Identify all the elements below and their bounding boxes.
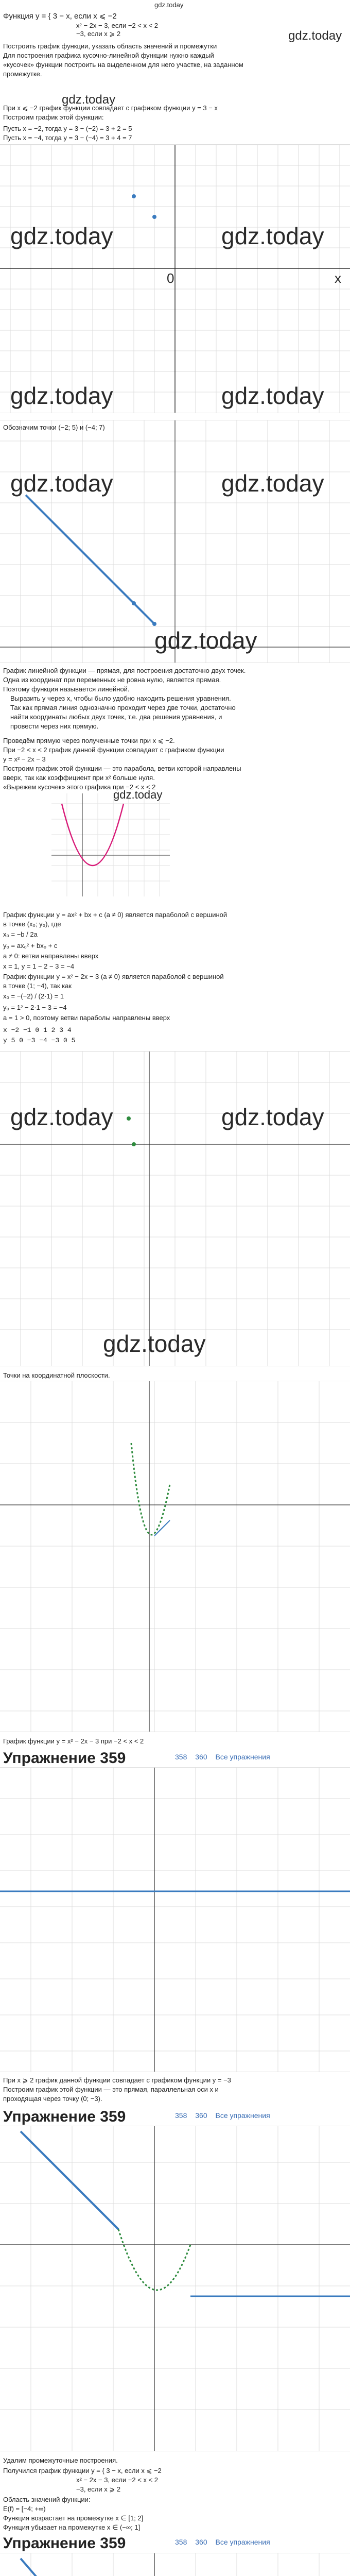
x-axis-label: x bbox=[335, 270, 341, 286]
note: Область значений функции: bbox=[3, 2496, 91, 2503]
note: в точке (1; −4), так как bbox=[3, 982, 72, 990]
point-minus4-7 bbox=[152, 215, 156, 219]
line-piece bbox=[21, 2131, 118, 2229]
exercise-title: Упражнение 359 bbox=[3, 1750, 126, 1767]
note: проходящая через точку (0; −3). bbox=[3, 2095, 102, 2103]
note: Построим график этой функции — это прямая, параллельная оси x и bbox=[3, 2086, 219, 2093]
prev-exercise-link[interactable]: 358 bbox=[175, 2538, 187, 2546]
point bbox=[127, 1116, 131, 1121]
note: провести через них прямую. bbox=[10, 722, 99, 730]
note: При −2 < x < 2 график данной функции совпадает с графиком функции bbox=[3, 746, 224, 754]
intro-paragraph: «кусочек» функции построить на выделенном для него участке, на заданном bbox=[3, 61, 243, 69]
coordinate-grid bbox=[0, 145, 350, 413]
coordinate-grid bbox=[0, 2126, 350, 2451]
point-minus2-5 bbox=[132, 194, 136, 198]
origin-label: 0 bbox=[167, 270, 174, 286]
note: Проведём прямую через полученные точки при x ⩽ −2. bbox=[3, 737, 175, 744]
graph-parabola-small bbox=[51, 788, 170, 896]
formula: x₀ = −(−2) / (2·1) = 1 bbox=[3, 992, 64, 1000]
all-exercises-link[interactable]: Все упражнения bbox=[215, 1753, 270, 1761]
line-piece bbox=[21, 2558, 118, 2576]
watermark: gdz.today bbox=[113, 788, 163, 801]
intro-paragraph: Для построения графика кусочно-линейной функции нужно каждый bbox=[3, 52, 214, 59]
prev-exercise-link[interactable]: 358 bbox=[175, 1753, 187, 1761]
watermark: gdz.today bbox=[221, 223, 324, 249]
next-exercise-link[interactable]: 360 bbox=[195, 2111, 207, 2120]
value-table-x: x −2 −1 0 1 2 3 4 bbox=[3, 1026, 72, 1034]
value-table-y: y 5 0 −3 −4 −3 0 5 bbox=[3, 1037, 76, 1044]
note: в точке (x₀; y₀), где bbox=[3, 920, 61, 928]
graph-combined bbox=[0, 2126, 350, 2451]
graph-parabola-dotted bbox=[0, 1381, 350, 1732]
all-exercises-link[interactable]: Все упражнения bbox=[215, 2111, 270, 2120]
note: Удалим промежуточные построения. bbox=[3, 2456, 118, 2464]
graph-caption: График функции y = x² − 2x − 3 при −2 < x < 2 bbox=[3, 1737, 144, 1745]
parabola-dotted-curve bbox=[131, 1443, 170, 1535]
next-exercise-link[interactable]: 360 bbox=[195, 1753, 207, 1761]
note: Выразить у через x, чтобы было удобно находить решения уравнения. bbox=[10, 694, 231, 702]
function-line-3: −3, если x ⩾ 2 bbox=[76, 30, 121, 38]
watermark: gdz.today bbox=[10, 382, 113, 409]
note: найти координаты любых двух точек, т.е. два решения уравнения, и bbox=[10, 713, 222, 721]
exercise-pager bbox=[175, 2538, 276, 2546]
watermark: gdz.today bbox=[154, 627, 257, 654]
watermark: gdz.today bbox=[10, 1104, 113, 1130]
watermark: gdz.today bbox=[103, 1330, 206, 1357]
watermark: gdz.today bbox=[221, 382, 324, 409]
note: a ≠ 0: ветви направлены вверх bbox=[3, 952, 99, 960]
watermark: gdz.today bbox=[221, 1104, 324, 1130]
watermark: gdz.today bbox=[62, 93, 116, 107]
note: «Вырежем кусочек» этого графика при −2 < x < 2 bbox=[3, 783, 156, 791]
note: График функции y = ax² + bx + c (a ≠ 0) является параболой с вершиной bbox=[3, 911, 227, 919]
point bbox=[152, 622, 156, 626]
note: Точки на координатной плоскости. bbox=[3, 1371, 110, 1379]
intro-paragraph: Построим график этой функции: bbox=[3, 113, 104, 121]
all-exercises-link[interactable]: Все упражнения bbox=[215, 2538, 270, 2546]
note: При x ⩾ 2 график данной функции совпадает с графиком функции y = −3 bbox=[3, 2076, 231, 2084]
note: Обозначим точки (−2; 5) и (−4; 7) bbox=[3, 423, 105, 431]
exercise-title: Упражнение 359 bbox=[3, 2535, 126, 2552]
site-header-watermark: gdz.today bbox=[154, 1, 184, 9]
table-row: Пусть x = −2, тогда y = 3 − (−2) = 3 + 2 = 5 bbox=[3, 125, 132, 132]
function-line-1: Функция y = { 3 − x, если x ⩽ −2 bbox=[3, 12, 117, 21]
note: Поэтому функция называется линейной. bbox=[3, 685, 130, 693]
point bbox=[132, 1142, 136, 1146]
note: Функция возрастает на промежутке x ∈ [1; 2] bbox=[3, 2514, 144, 2522]
coordinate-grid bbox=[0, 1381, 350, 1732]
connector bbox=[154, 1520, 170, 1536]
note: Функция убывает на промежутке x ∈ (−∞; 1] bbox=[3, 2523, 141, 2531]
watermark: gdz.today bbox=[10, 470, 113, 497]
point bbox=[132, 601, 136, 605]
note: График линейной функции — прямая, для построения достаточно двух точек. bbox=[3, 667, 246, 674]
graph-line-piece bbox=[0, 420, 350, 663]
note: вверх, так как коэффициент при x² больше нуля. bbox=[3, 774, 155, 782]
graph-parabola-points bbox=[0, 1051, 350, 1366]
note: x² − 2x − 3, если −2 < x < 2 bbox=[76, 2476, 159, 2484]
function-line-2: x² − 2x − 3, если −2 < x < 2 bbox=[76, 22, 159, 29]
intro-paragraph: При x ⩽ −2 график функции совпадает с графиком функции y = 3 − x bbox=[3, 104, 218, 112]
function-definition bbox=[3, 11, 117, 22]
formula: x₀ = −b / 2a bbox=[3, 930, 38, 938]
coordinate-grid bbox=[0, 1768, 350, 2072]
exercise-title: Упражнение 359 bbox=[3, 2108, 126, 2125]
note: E(f) = [−4; +∞) bbox=[3, 2505, 46, 2513]
graph-horizontal-line bbox=[0, 1767, 350, 2072]
graph-final bbox=[0, 2553, 350, 2576]
watermark: gdz.today bbox=[10, 223, 113, 249]
note: y = x² − 2x − 3 bbox=[3, 755, 46, 763]
coordinate-grid bbox=[51, 793, 170, 896]
watermark: gdz.today bbox=[221, 470, 324, 497]
exercise-pager bbox=[175, 1753, 276, 1761]
table-row: Пусть x = −4, тогда y = 3 − (−4) = 3 + 4 = 7 bbox=[3, 134, 132, 142]
note: Получился график функции y = { 3 − x, если x ⩽ −2 bbox=[3, 2467, 162, 2475]
coordinate-grid bbox=[0, 2553, 350, 2576]
note: Так как прямая линия однозначно проходит через две точки, достаточно bbox=[10, 704, 236, 711]
prev-exercise-link[interactable]: 358 bbox=[175, 2111, 187, 2120]
note: a = 1 > 0, поэтому ветви параболы направлены вверх bbox=[3, 1014, 170, 1022]
watermark: gdz.today bbox=[288, 29, 342, 43]
note: −3, если x ⩾ 2 bbox=[76, 2485, 121, 2493]
coordinate-grid bbox=[0, 1052, 350, 1366]
graph-points bbox=[0, 144, 350, 413]
note: Построим график этой функции — это парабола, ветви которой направлены bbox=[3, 765, 241, 772]
exercise-pager bbox=[175, 2111, 276, 2120]
formula: y₀ = 1² − 2·1 − 3 = −4 bbox=[3, 1004, 67, 1011]
note: Одна из координат при переменных не ровна нулю, является прямая. bbox=[3, 676, 221, 684]
intro-paragraph: промежутке. bbox=[3, 70, 42, 78]
next-exercise-link[interactable]: 360 bbox=[195, 2538, 207, 2546]
intro-paragraph: Построить график функции, указать область значений и промежутки bbox=[3, 42, 217, 50]
note: График функции y = x² − 2x − 3 (a ≠ 0) является параболой с вершиной bbox=[3, 973, 224, 980]
formula: y₀ = ax₀² + bx₀ + c bbox=[3, 942, 58, 950]
note: x = 1, y = 1 − 2 − 3 = −4 bbox=[3, 962, 75, 970]
